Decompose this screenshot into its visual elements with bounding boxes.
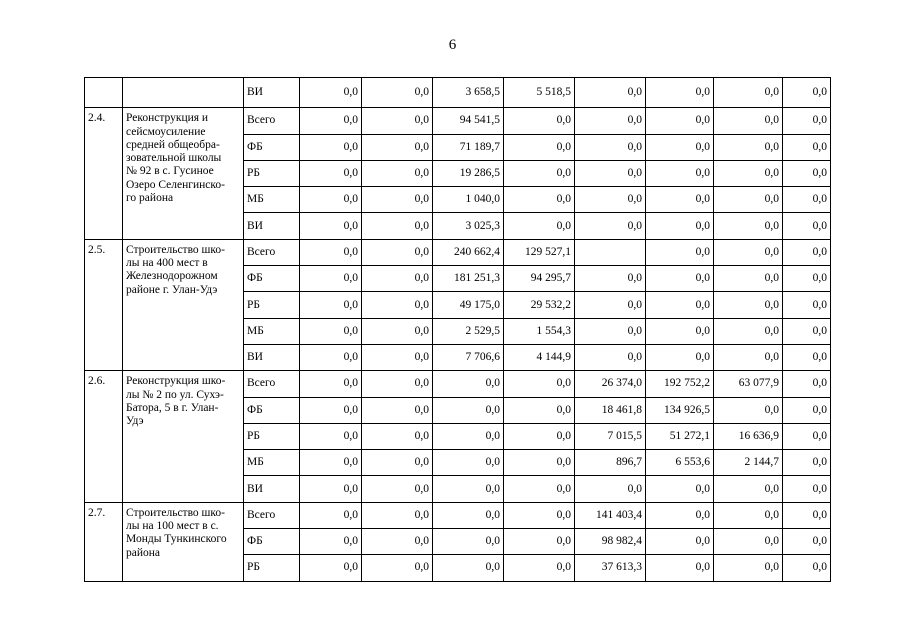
amount-cell: 0,0 [504,213,575,239]
amount-cell: 0,0 [362,423,433,449]
amount-cell: 129 527,1 [504,239,575,265]
amount-cell: 0,0 [433,450,504,476]
item-number-cell: 2.5. [85,239,123,370]
amount-cell: 6 553,6 [646,450,714,476]
amount-cell: 0,0 [300,397,362,423]
amount-cell: 0,0 [362,502,433,528]
amount-cell: 134 926,5 [646,397,714,423]
amount-cell: 0,0 [362,476,433,502]
funding-source-cell: РБ [244,423,300,449]
amount-cell: 0,0 [362,78,433,108]
amount-cell: 0,0 [783,187,831,213]
project-name-line: лы на 100 мест в с. [126,520,219,533]
project-name-line: Строительство шко- [126,243,225,256]
project-name-line: № 92 в с. Гусиное [126,165,214,178]
amount-cell: 0,0 [783,423,831,449]
amount-cell: 0,0 [300,292,362,318]
amount-cell: 1 040,0 [433,187,504,213]
amount-cell: 0,0 [783,555,831,581]
amount-cell: 0,0 [504,108,575,134]
amount-cell: 0,0 [362,371,433,397]
funding-source-cell: ФБ [244,529,300,555]
amount-cell: 94 541,5 [433,108,504,134]
amount-cell: 3 658,5 [433,78,504,108]
amount-cell: 0,0 [300,344,362,370]
amount-cell: 0,0 [646,187,714,213]
amount-cell: 0,0 [575,318,646,344]
amount-cell: 0,0 [714,266,783,292]
amount-cell: 0,0 [504,423,575,449]
funding-source-cell: МБ [244,450,300,476]
funding-source-cell: ФБ [244,397,300,423]
amount-cell: 0,0 [362,318,433,344]
funding-source-cell: ВИ [244,344,300,370]
amount-cell: 0,0 [783,371,831,397]
funding-source-cell: РБ [244,555,300,581]
amount-cell: 0,0 [504,187,575,213]
amount-cell: 0,0 [575,266,646,292]
amount-cell: 0,0 [714,134,783,160]
amount-cell: 0,0 [362,239,433,265]
amount-cell: 0,0 [714,502,783,528]
amount-cell: 0,0 [714,529,783,555]
amount-cell: 7 706,6 [433,344,504,370]
amount-cell: 0,0 [300,108,362,134]
project-name-line: Железнодорожном [126,270,218,283]
amount-cell: 0,0 [300,450,362,476]
project-name-line: лы на 400 мест в [126,257,208,270]
amount-cell: 0,0 [362,529,433,555]
amount-cell: 0,0 [433,555,504,581]
amount-cell: 0,0 [362,160,433,186]
amount-cell: 0,0 [300,160,362,186]
amount-cell: 0,0 [504,160,575,186]
amount-cell: 0,0 [575,78,646,108]
project-name-cell [123,78,244,108]
amount-cell: 0,0 [300,371,362,397]
item-number-cell: 2.6. [85,371,123,502]
amount-cell: 0,0 [646,529,714,555]
amount-cell: 0,0 [362,187,433,213]
amount-cell: 0,0 [714,239,783,265]
amount-cell: 192 752,2 [646,371,714,397]
project-name-line: лы № 2 по ул. Сухэ- [126,388,224,401]
amount-cell: 63 077,9 [714,371,783,397]
funding-source-cell: РБ [244,160,300,186]
funding-source-cell: ВИ [244,476,300,502]
amount-cell: 0,0 [646,108,714,134]
amount-cell: 0,0 [646,134,714,160]
amount-cell: 98 982,4 [575,529,646,555]
amount-cell: 0,0 [575,213,646,239]
funding-source-cell: ФБ [244,266,300,292]
amount-cell: 0,0 [783,450,831,476]
amount-cell: 0,0 [300,555,362,581]
amount-cell: 0,0 [575,476,646,502]
amount-cell: 181 251,3 [433,266,504,292]
amount-cell: 71 189,7 [433,134,504,160]
amount-cell: 0,0 [362,266,433,292]
funding-source-cell: Всего [244,371,300,397]
amount-cell: 0,0 [646,476,714,502]
amount-cell: 0,0 [714,160,783,186]
amount-cell: 18 461,8 [575,397,646,423]
table-body [85,78,831,582]
item-number-cell: 2.4. [85,108,123,239]
amount-cell: 0,0 [646,78,714,108]
amount-cell: 0,0 [433,476,504,502]
funding-source-cell: ВИ [244,213,300,239]
amount-cell: 0,0 [783,292,831,318]
amount-cell: 19 286,5 [433,160,504,186]
amount-cell: 3 025,3 [433,213,504,239]
amount-cell: 0,0 [433,502,504,528]
amount-cell: 0,0 [646,555,714,581]
amount-cell: 0,0 [714,78,783,108]
page-number: 6 [448,37,457,53]
amount-cell: 0,0 [362,108,433,134]
funding-source-cell: МБ [244,187,300,213]
amount-cell: 0,0 [646,318,714,344]
amount-cell: 0,0 [433,529,504,555]
amount-cell: 49 175,0 [433,292,504,318]
item-number-cell [85,78,123,108]
amount-cell: 0,0 [783,397,831,423]
amount-cell: 0,0 [504,476,575,502]
amount-cell: 0,0 [783,108,831,134]
project-name-line: го района [126,192,174,205]
amount-cell: 0,0 [433,371,504,397]
amount-cell: 0,0 [433,397,504,423]
project-name-cell [123,371,244,502]
amount-cell: 0,0 [362,450,433,476]
project-name-line: Монды Тункинского [126,533,227,546]
amount-cell: 51 272,1 [646,423,714,449]
table-row [85,108,831,134]
amount-cell: 0,0 [783,529,831,555]
funding-source-cell: Всего [244,108,300,134]
amount-cell: 1 554,3 [504,318,575,344]
amount-cell: 0,0 [362,213,433,239]
amount-cell: 0,0 [714,213,783,239]
amount-cell: 0,0 [575,344,646,370]
amount-cell: 0,0 [504,450,575,476]
amount-cell: 0,0 [646,344,714,370]
table-row [85,239,831,265]
amount-cell: 0,0 [300,134,362,160]
project-name-line: Батора, 5 в г. Улан- [126,401,219,414]
amount-cell: 0,0 [646,213,714,239]
amount-cell: 0,0 [504,529,575,555]
amount-cell: 0,0 [504,397,575,423]
amount-cell: 0,0 [362,555,433,581]
amount-cell: 0,0 [714,397,783,423]
amount-cell: 0,0 [783,239,831,265]
amount-cell: 0,0 [783,78,831,108]
amount-cell: 0,0 [504,134,575,160]
amount-cell: 0,0 [362,292,433,318]
funding-source-cell: Всего [244,502,300,528]
amount-cell [575,239,646,265]
amount-cell: 0,0 [300,213,362,239]
amount-cell: 0,0 [783,318,831,344]
project-name-line: зовательной школы [126,152,222,165]
amount-cell: 0,0 [575,134,646,160]
project-name-cell [123,502,244,581]
funding-source-cell: МБ [244,318,300,344]
amount-cell: 0,0 [504,502,575,528]
budget-table [84,77,831,582]
project-name-cell [123,108,244,239]
amount-cell: 0,0 [362,134,433,160]
amount-cell: 0,0 [783,502,831,528]
amount-cell: 0,0 [575,187,646,213]
amount-cell: 0,0 [300,266,362,292]
amount-cell: 0,0 [646,292,714,318]
amount-cell: 0,0 [575,160,646,186]
amount-cell: 0,0 [646,160,714,186]
amount-cell: 0,0 [783,266,831,292]
amount-cell: 0,0 [714,555,783,581]
table-row [85,78,831,108]
amount-cell: 0,0 [646,502,714,528]
project-name-line: Реконструкция и [126,112,209,125]
amount-cell: 0,0 [300,476,362,502]
amount-cell: 0,0 [504,555,575,581]
project-name-cell [123,239,244,370]
amount-cell: 29 532,2 [504,292,575,318]
project-name-line: сейсмоусиление [126,125,206,138]
item-number-cell: 2.7. [85,502,123,581]
amount-cell: 0,0 [646,239,714,265]
amount-cell: 896,7 [575,450,646,476]
amount-cell: 0,0 [575,292,646,318]
project-name-line: средней общеобра- [126,138,220,151]
amount-cell: 141 403,4 [575,502,646,528]
project-name-line: Реконструкция шко- [126,375,226,388]
amount-cell: 0,0 [646,266,714,292]
funding-source-cell: ФБ [244,134,300,160]
amount-cell: 0,0 [783,134,831,160]
project-name-line: районе г. Улан-Удэ [126,283,218,296]
amount-cell: 0,0 [783,213,831,239]
amount-cell: 37 613,3 [575,555,646,581]
table-row [85,502,831,528]
project-name-line: Строительство шко- [126,506,225,519]
amount-cell: 0,0 [362,397,433,423]
amount-cell: 0,0 [714,108,783,134]
amount-cell: 94 295,7 [504,266,575,292]
amount-cell: 0,0 [504,371,575,397]
amount-cell: 0,0 [575,108,646,134]
amount-cell: 0,0 [714,318,783,344]
amount-cell: 16 636,9 [714,423,783,449]
project-name-line: Озеро Селенгинско- [126,178,225,191]
amount-cell: 0,0 [783,344,831,370]
amount-cell: 0,0 [714,476,783,502]
amount-cell: 0,0 [714,187,783,213]
project-name-line: района [126,546,161,559]
amount-cell: 0,0 [362,344,433,370]
amount-cell: 0,0 [300,502,362,528]
amount-cell: 5 518,5 [504,78,575,108]
amount-cell: 0,0 [714,292,783,318]
amount-cell: 7 015,5 [575,423,646,449]
amount-cell: 0,0 [300,529,362,555]
amount-cell: 0,0 [300,423,362,449]
funding-source-cell: РБ [244,292,300,318]
amount-cell: 0,0 [783,160,831,186]
amount-cell: 0,0 [714,344,783,370]
funding-source-cell: Всего [244,239,300,265]
amount-cell: 0,0 [300,318,362,344]
amount-cell: 2 529,5 [433,318,504,344]
amount-cell: 26 374,0 [575,371,646,397]
project-name-line: Удэ [126,415,144,428]
amount-cell: 2 144,7 [714,450,783,476]
funding-source-cell: ВИ [244,78,300,108]
amount-cell: 0,0 [300,187,362,213]
table-row [85,371,831,397]
amount-cell: 240 662,4 [433,239,504,265]
amount-cell: 0,0 [433,423,504,449]
amount-cell: 0,0 [783,476,831,502]
amount-cell: 0,0 [300,239,362,265]
amount-cell: 4 144,9 [504,344,575,370]
amount-cell: 0,0 [300,78,362,108]
